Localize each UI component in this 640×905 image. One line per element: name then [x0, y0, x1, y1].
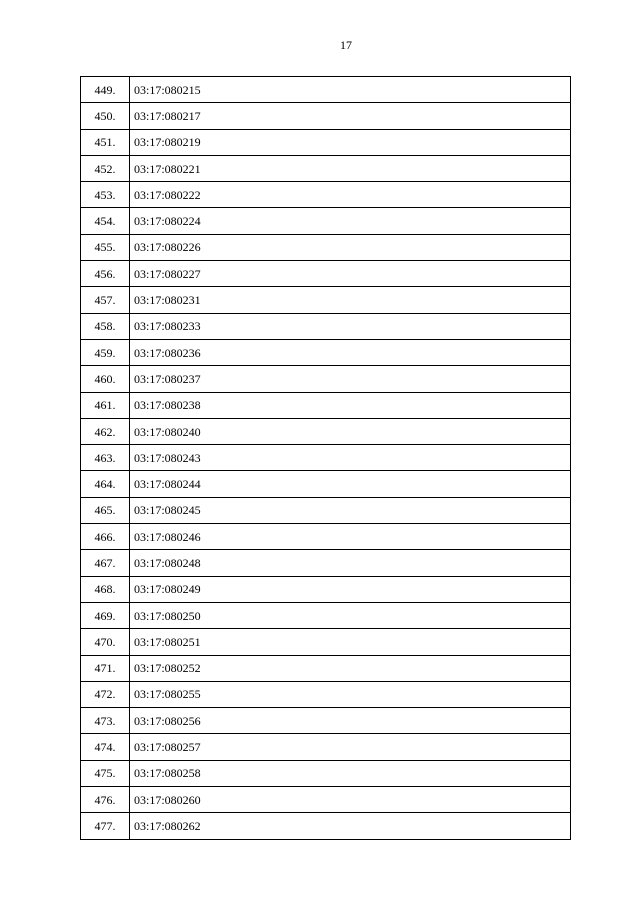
row-number-cell: 465. — [81, 497, 130, 523]
cadastral-code-cell: 03:17:080245 — [130, 497, 571, 523]
row-number-cell: 473. — [81, 708, 130, 734]
table-row — [81, 497, 571, 523]
row-number-cell: 476. — [81, 787, 130, 813]
cadastral-code-cell: 03:17:080238 — [130, 392, 571, 418]
row-number-cell: 452. — [81, 155, 130, 181]
cadastral-code-cell: 03:17:080227 — [130, 261, 571, 287]
table-row — [81, 103, 571, 129]
cadastral-code-cell: 03:17:080256 — [130, 708, 571, 734]
table-row — [81, 787, 571, 813]
cadastral-code-cell: 03:17:080244 — [130, 471, 571, 497]
cadastral-code-cell: 03:17:080252 — [130, 655, 571, 681]
cadastral-code-cell: 03:17:080226 — [130, 234, 571, 260]
row-number-cell: 459. — [81, 339, 130, 365]
table-row — [81, 524, 571, 550]
cadastral-code-cell: 03:17:080255 — [130, 681, 571, 707]
row-number-cell: 471. — [81, 655, 130, 681]
row-number-cell: 454. — [81, 208, 130, 234]
row-number-cell: 475. — [81, 760, 130, 786]
table-body — [81, 77, 571, 840]
table-row — [81, 339, 571, 365]
row-number-cell: 467. — [81, 550, 130, 576]
cadastral-code-cell: 03:17:080251 — [130, 629, 571, 655]
table-row — [81, 261, 571, 287]
row-number-cell: 469. — [81, 602, 130, 628]
table-row — [81, 234, 571, 260]
row-number-cell: 449. — [81, 77, 130, 103]
row-number-cell: 455. — [81, 234, 130, 260]
cadastral-code-cell: 03:17:080221 — [130, 155, 571, 181]
row-number-cell: 451. — [81, 129, 130, 155]
table-row — [81, 734, 571, 760]
row-number-cell: 468. — [81, 576, 130, 602]
cadastral-code-cell: 03:17:080260 — [130, 787, 571, 813]
table-row — [81, 77, 571, 103]
cadastral-code-cell: 03:17:080257 — [130, 734, 571, 760]
cadastral-code-cell: 03:17:080237 — [130, 366, 571, 392]
table-row — [81, 313, 571, 339]
cadastral-table — [80, 76, 571, 840]
table-row — [81, 208, 571, 234]
row-number-cell: 461. — [81, 392, 130, 418]
row-number-cell: 460. — [81, 366, 130, 392]
table-row — [81, 681, 571, 707]
row-number-cell: 458. — [81, 313, 130, 339]
table-row — [81, 655, 571, 681]
table-row — [81, 813, 571, 839]
table-row — [81, 392, 571, 418]
table-row — [81, 445, 571, 471]
cadastral-code-cell: 03:17:080243 — [130, 445, 571, 471]
cadastral-code-cell: 03:17:080248 — [130, 550, 571, 576]
row-number-cell: 474. — [81, 734, 130, 760]
row-number-cell: 477. — [81, 813, 130, 839]
table-row — [81, 129, 571, 155]
cadastral-code-cell: 03:17:080219 — [130, 129, 571, 155]
row-number-cell: 464. — [81, 471, 130, 497]
cadastral-code-cell: 03:17:080231 — [130, 287, 571, 313]
table-row — [81, 287, 571, 313]
cadastral-code-cell: 03:17:080217 — [130, 103, 571, 129]
table-row — [81, 155, 571, 181]
page-number: 17 — [340, 38, 352, 52]
cadastral-code-cell: 03:17:080262 — [130, 813, 571, 839]
table-row — [81, 418, 571, 444]
table-row — [81, 182, 571, 208]
table-row — [81, 550, 571, 576]
cadastral-code-cell: 03:17:080236 — [130, 339, 571, 365]
row-number-cell: 450. — [81, 103, 130, 129]
cadastral-code-cell: 03:17:080246 — [130, 524, 571, 550]
row-number-cell: 472. — [81, 681, 130, 707]
table-row — [81, 471, 571, 497]
table-row — [81, 366, 571, 392]
table-row — [81, 576, 571, 602]
row-number-cell: 462. — [81, 418, 130, 444]
table-row — [81, 602, 571, 628]
row-number-cell: 457. — [81, 287, 130, 313]
row-number-cell: 453. — [81, 182, 130, 208]
table-row — [81, 708, 571, 734]
cadastral-code-cell: 03:17:080215 — [130, 77, 571, 103]
cadastral-code-cell: 03:17:080240 — [130, 418, 571, 444]
cadastral-code-cell: 03:17:080233 — [130, 313, 571, 339]
row-number-cell: 470. — [81, 629, 130, 655]
cadastral-code-cell: 03:17:080222 — [130, 182, 571, 208]
cadastral-code-cell: 03:17:080250 — [130, 602, 571, 628]
row-number-cell: 463. — [81, 445, 130, 471]
cadastral-code-cell: 03:17:080224 — [130, 208, 571, 234]
cadastral-code-cell: 03:17:080258 — [130, 760, 571, 786]
row-number-cell: 466. — [81, 524, 130, 550]
table-row — [81, 760, 571, 786]
cadastral-code-cell: 03:17:080249 — [130, 576, 571, 602]
table-row — [81, 629, 571, 655]
row-number-cell: 456. — [81, 261, 130, 287]
